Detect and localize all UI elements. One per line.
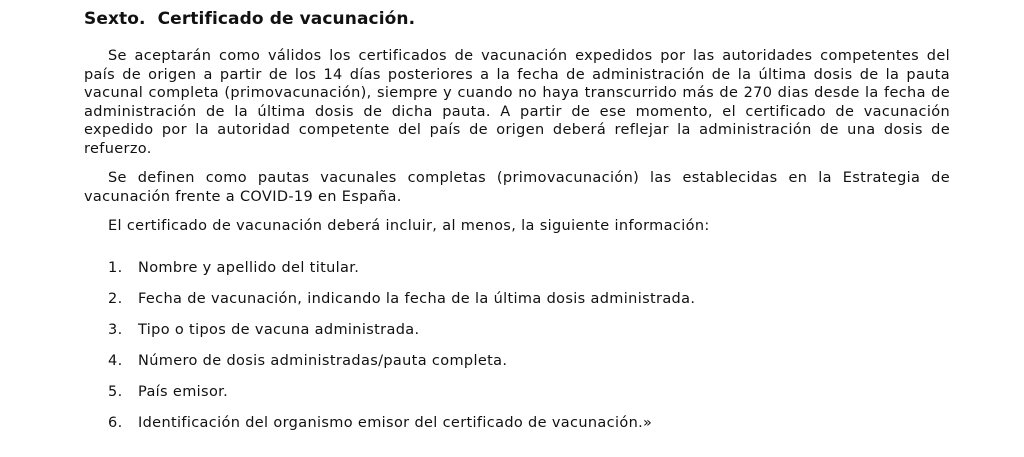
paragraph-required-info: El certificado de vacunación deberá incluir, al menos, la siguiente información: (108, 218, 710, 234)
paragraph-validity: Se aceptarán como válidos los certificados de vacunación expedidos por las autoridades competentes del país de origen a partir de los 14 días posteriores a la fecha de administración de la última dosis de la pauta vacunal completa (primovacunación), siempre y cuando no haya transcurrido más de 270 dias desde la fecha de administración de la última dosis de dicha pauta. A partir de ese momento, el certificado de vacunación expedido por la autoridad competente del país de origen deberá reflejar la administración de una dosis de refuerzo. (84, 48, 950, 157)
list-item-text: Tipo o tipos de vacuna administrada. (138, 322, 420, 338)
list-item-text: País emisor. (138, 384, 229, 400)
list-item-number: 2. (108, 291, 123, 307)
section-number: Sexto. (84, 9, 146, 29)
list-item-number: 5. (108, 384, 123, 400)
list-item-number: 4. (108, 353, 123, 369)
paragraph-complete-schedules: Se definen como pautas vacunales completas (primovacunación) las establecidas en la Estrategia de vacunación frente a COVID-19 en España. (84, 170, 950, 205)
list-item-text: Identificación del organismo emisor del certificado de vacunación.» (138, 415, 653, 431)
section-heading (84, 9, 415, 29)
list-item-number: 1. (108, 260, 123, 276)
list-item-text: Nombre y apellido del titular. (138, 260, 360, 276)
list-item-text: Fecha de vacunación, indicando la fecha de la última dosis administrada. (138, 291, 696, 307)
section-title: Certificado de vacunación. (157, 9, 416, 29)
list-item-number: 3. (108, 322, 123, 338)
list-item-number: 6. (108, 415, 123, 431)
list-item-text: Número de dosis administradas/pauta completa. (138, 353, 508, 369)
